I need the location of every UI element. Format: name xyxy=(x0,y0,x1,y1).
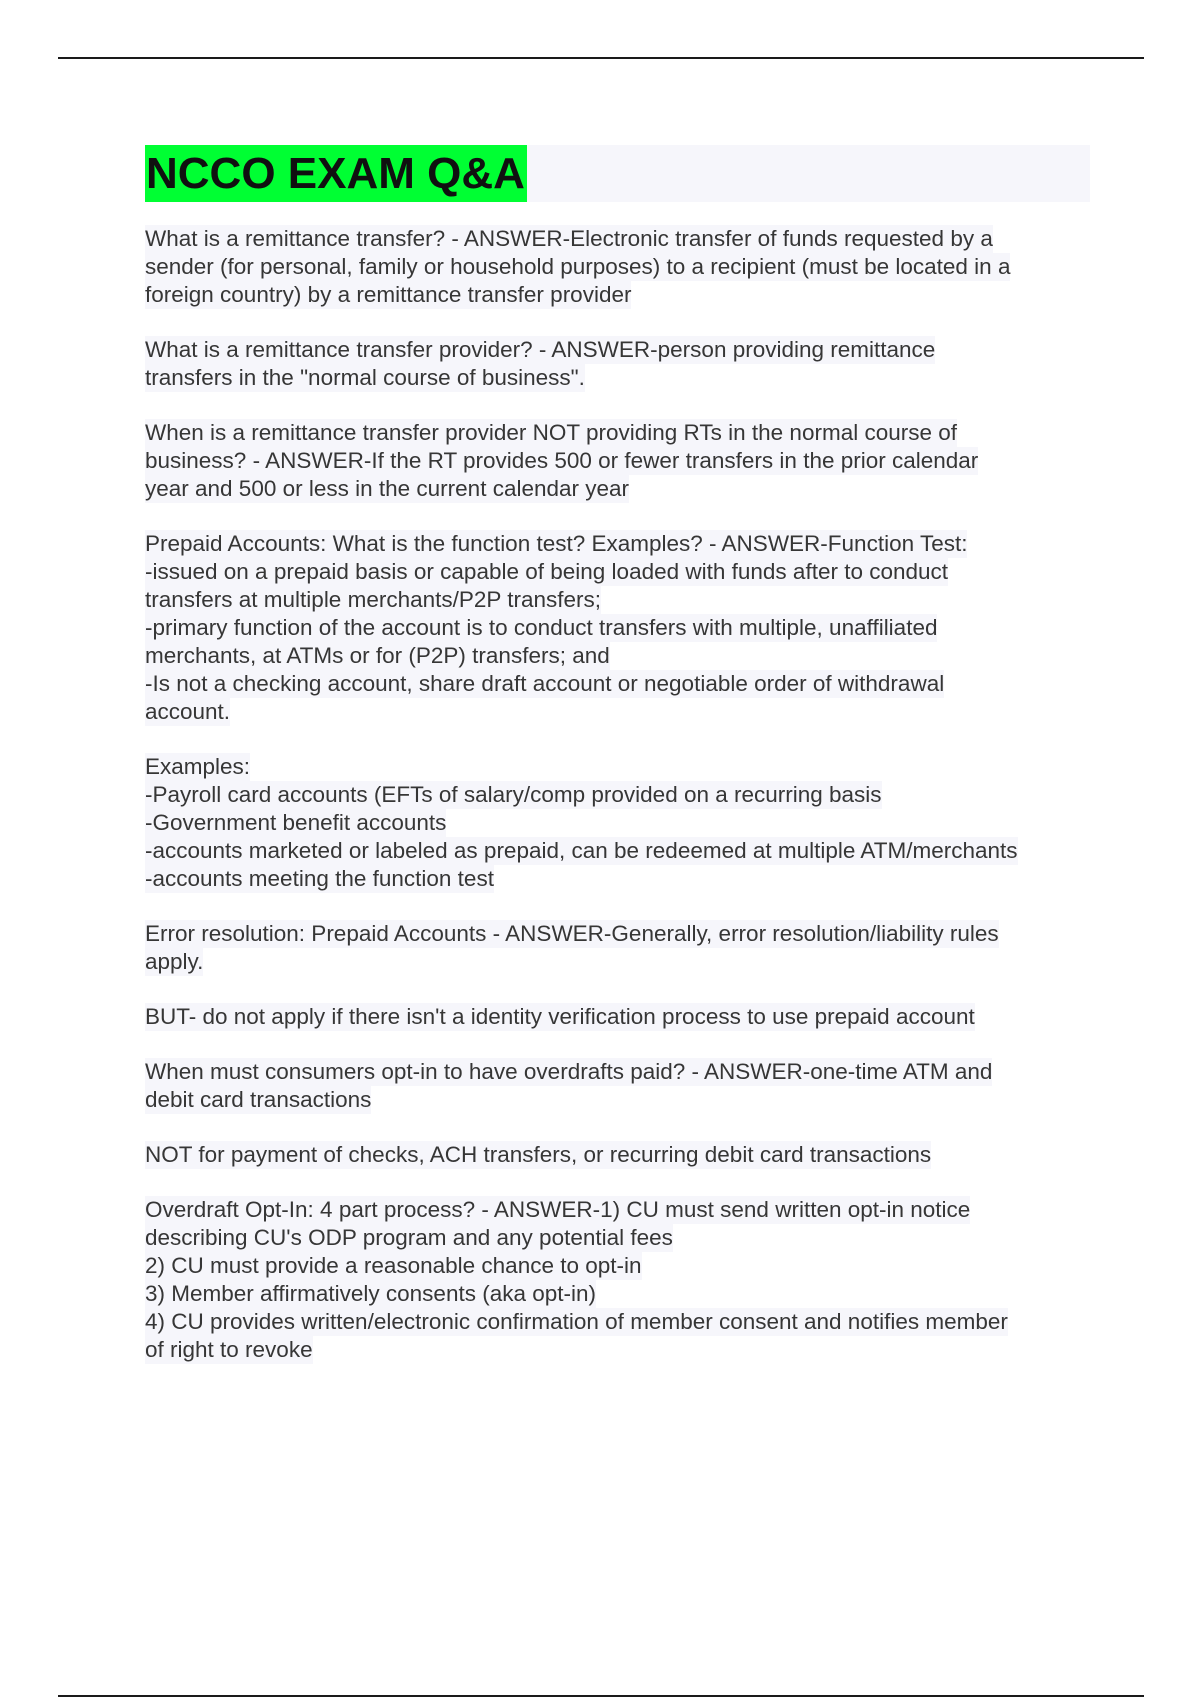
qa-block-normal-course xyxy=(145,419,1090,503)
text-line: BUT- do not apply if there isn't a identity verification process to use prepaid account xyxy=(145,1004,975,1029)
text-line: account. xyxy=(145,699,231,724)
qa-block-overdraft-exclusions xyxy=(145,1141,1090,1169)
text-line: business? - ANSWER-If the RT provides 500 or fewer transfers in the prior calendar xyxy=(145,448,979,473)
qa-block-error-resolution xyxy=(145,920,1090,976)
text-line: NOT for payment of checks, ACH transfers, or recurring debit card transactions xyxy=(145,1142,932,1167)
qa-block-remittance-provider xyxy=(145,336,1090,392)
text-line: Overdraft Opt-In: 4 part process? - ANSWER-1) CU must send written opt-in notice xyxy=(145,1197,971,1222)
qa-block-overdraft-opt-in xyxy=(145,1058,1090,1114)
qa-block-examples xyxy=(145,753,1090,893)
text-line: debit card transactions xyxy=(145,1087,372,1112)
text-line: sender (for personal, family or household purposes) to a recipient (must be located in a xyxy=(145,254,1011,279)
text-line: 2) CU must provide a reasonable chance to opt-in xyxy=(145,1253,642,1278)
text-line: Prepaid Accounts: What is the function test? Examples? - ANSWER-Function Test: xyxy=(145,531,968,556)
document-title: NCCO EXAM Q&A xyxy=(145,145,527,202)
text-line: -issued on a prepaid basis or capable of being loaded with funds after to conduct xyxy=(145,559,949,584)
text-line: foreign country) by a remittance transfer provider xyxy=(145,282,632,307)
qa-block-opt-in-process xyxy=(145,1196,1090,1364)
document-body xyxy=(145,145,1090,1391)
text-line: transfers in the "normal course of business". xyxy=(145,365,585,390)
text-line: describing CU's ODP program and any potential fees xyxy=(145,1225,673,1250)
text-line: What is a remittance transfer? - ANSWER-Electronic transfer of funds requested by a xyxy=(145,226,993,251)
text-line: -Payroll card accounts (EFTs of salary/comp provided on a recurring basis xyxy=(145,782,882,807)
text-line: -accounts marketed or labeled as prepaid, can be redeemed at multiple ATM/merchants xyxy=(145,838,1018,863)
text-line: -Is not a checking account, share draft account or negotiable order of withdrawal xyxy=(145,671,945,696)
title-band xyxy=(145,145,1090,202)
text-line: apply. xyxy=(145,949,204,974)
text-line: transfers at multiple merchants/P2P transfers; xyxy=(145,587,602,612)
text-line: 4) CU provides written/electronic confirmation of member consent and notifies member xyxy=(145,1309,1008,1334)
qa-block-function-test xyxy=(145,530,1090,726)
text-line: Error resolution: Prepaid Accounts - ANSWER-Generally, error resolution/liability rules xyxy=(145,921,999,946)
text-line: merchants, at ATMs or for (P2P) transfers; and xyxy=(145,643,610,668)
text-line: of right to revoke xyxy=(145,1337,313,1362)
qa-block-remittance-transfer xyxy=(145,225,1090,309)
text-line: When must consumers opt-in to have overdrafts paid? - ANSWER-one-time ATM and xyxy=(145,1059,993,1084)
text-line: year and 500 or less in the current calendar year xyxy=(145,476,630,501)
text-line: When is a remittance transfer provider NOT providing RTs in the normal course of xyxy=(145,420,958,445)
text-line: What is a remittance transfer provider? - ANSWER-person providing remittance xyxy=(145,337,936,362)
text-line: -accounts meeting the function test xyxy=(145,866,494,891)
text-line: Examples: xyxy=(145,754,251,779)
qa-block-error-exception xyxy=(145,1003,1090,1031)
top-rule xyxy=(58,57,1144,59)
bottom-rule xyxy=(58,1695,1144,1697)
text-line: 3) Member affirmatively consents (aka opt-in) xyxy=(145,1281,596,1306)
text-line: -primary function of the account is to conduct transfers with multiple, unaffiliated xyxy=(145,615,938,640)
text-line: -Government benefit accounts xyxy=(145,810,447,835)
